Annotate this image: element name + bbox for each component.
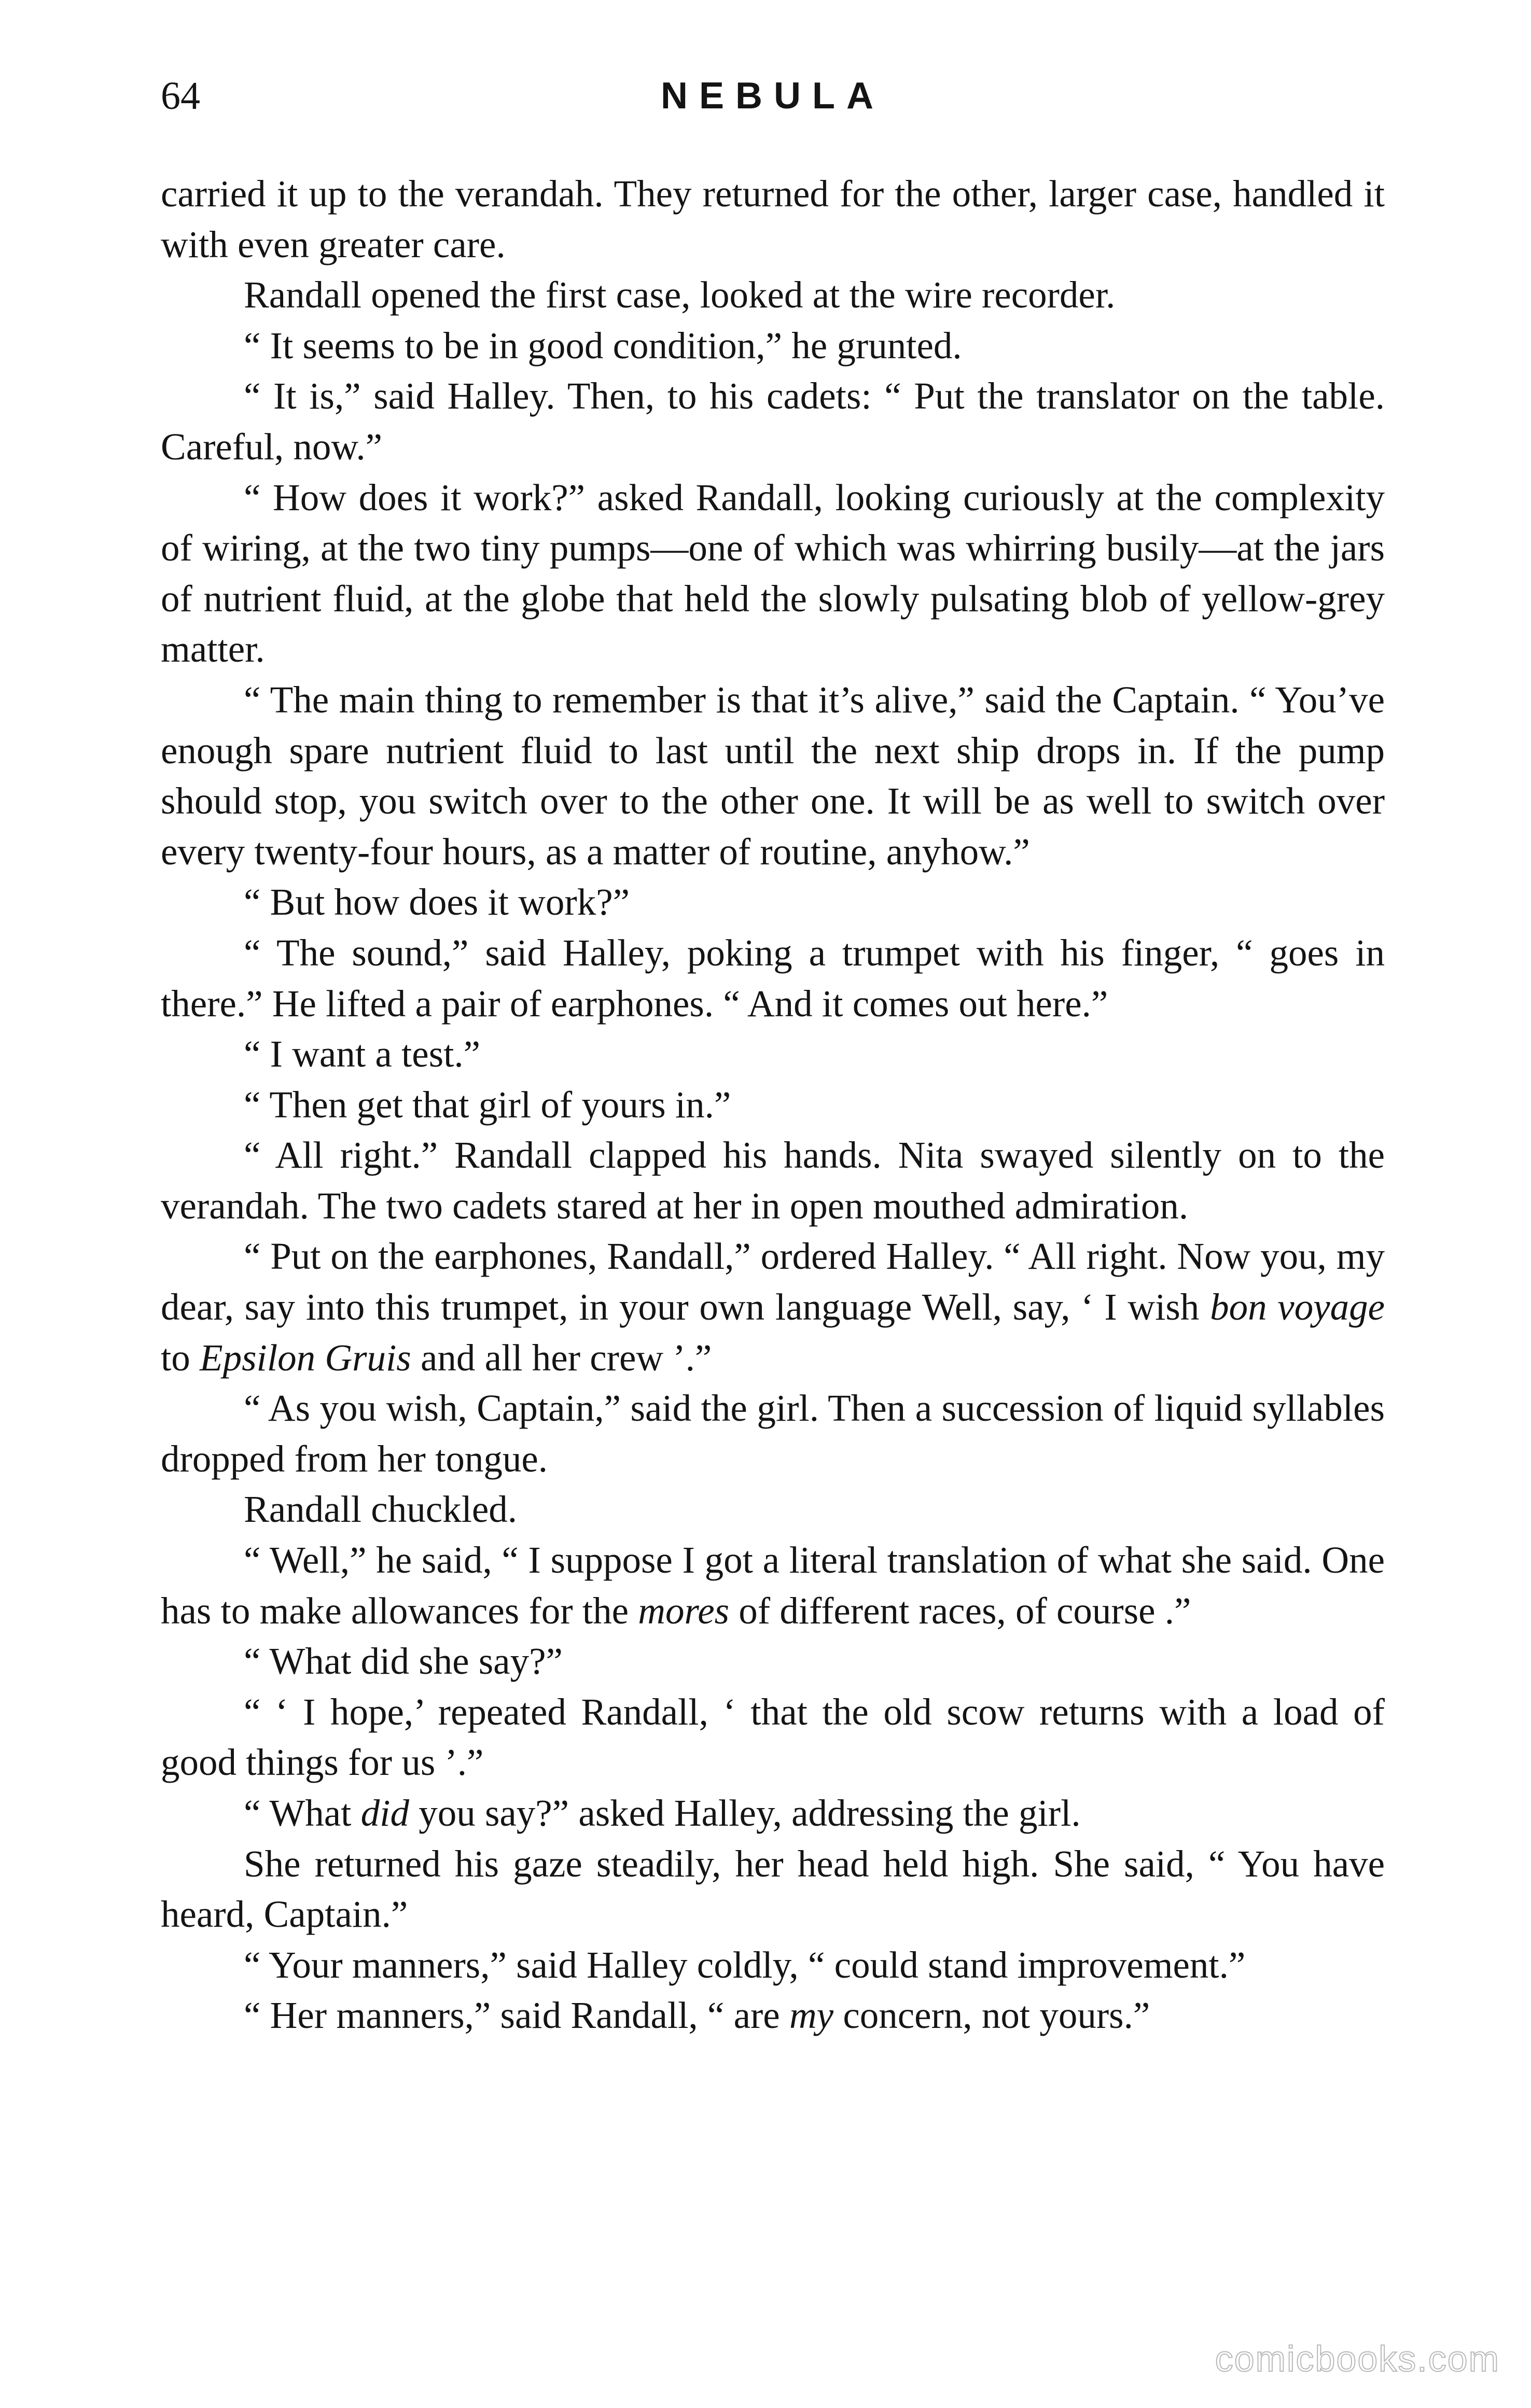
text-run: carried it up to the verandah. They returned for the other, larger case, handled it with even greater care. (161, 173, 1385, 265)
paragraph (161, 472, 1385, 675)
paragraph (161, 1990, 1385, 2041)
paragraph (161, 270, 1385, 320)
text-run: “ It seems to be in good condition,” he grunted. (244, 324, 962, 367)
text-run: “ Well,” he said, “ I suppose I got a literal translation of what she said. One has to make allowances for the (161, 1539, 1385, 1632)
paragraph (161, 1535, 1385, 1636)
text-run: “ What (244, 1792, 361, 1834)
text-run: Randall opened the first case, looked at the wire recorder. (244, 274, 1116, 316)
paragraph (161, 1130, 1385, 1231)
text-run: “ Your manners,” said Halley coldly, “ could stand improvement.” (244, 1943, 1246, 1986)
text-run: of different races, of course .” (729, 1589, 1191, 1632)
text-run: “ Put on the earphones, Randall,” ordered Halley. “ All right. Now you, my dear, say into this trumpet, in your own language Well, say, ‘ I wish (161, 1235, 1385, 1328)
watermark: comicbooks.com (1215, 2339, 1500, 2379)
italic-text: did (360, 1792, 409, 1834)
paragraph (161, 1788, 1385, 1839)
running-title: NEBULA (661, 75, 885, 117)
italic-text: Epsilon Gruis (200, 1336, 411, 1379)
paragraph (161, 169, 1385, 270)
paragraph (161, 1839, 1385, 1940)
text-run: “ ‘ I hope,’ repeated Randall, ‘ that the old scow returns with a load of good things for us ’.” (161, 1690, 1385, 1784)
text-run: She returned his gaze steadily, her head held high. She said, “ You have heard, Captain.” (161, 1842, 1385, 1936)
text-run: “ I want a test.” (244, 1033, 481, 1075)
text-run: concern, not yours.” (833, 1994, 1150, 2037)
text-run: “ What did she say?” (244, 1640, 563, 1683)
text-run: “ As you wish, Captain,” said the girl. Then a succession of liquid syllables dropped from her tongue. (161, 1387, 1385, 1480)
italic-text: bon voyage (1210, 1286, 1385, 1328)
text-run: Randall chuckled. (244, 1488, 518, 1531)
paragraph (161, 320, 1385, 371)
text-run: “ But how does it work?” (244, 881, 630, 923)
italic-text: my (789, 1994, 834, 2037)
text-run: “ It is,” said Halley. Then, to his cadets: “ Put the translator on the table. Careful, now.” (161, 375, 1385, 468)
paragraph (161, 1080, 1385, 1130)
body-text (161, 169, 1385, 2041)
text-run: “ The main thing to remember is that it’s alive,” said the Captain. “ You’ve enough spare nutrient fluid to last until the next ship drops in. If the pump should stop, you switch over to the other one. It will be as well to switch over every twenty-four hours, as a matter of routine, anyhow.” (161, 678, 1385, 873)
paragraph (161, 371, 1385, 472)
paragraph (161, 928, 1385, 1029)
text-run: “ Then get that girl of yours in.” (244, 1083, 731, 1126)
paragraph (161, 675, 1385, 877)
paragraph (161, 1687, 1385, 1788)
paragraph (161, 1383, 1385, 1484)
paragraph (161, 1029, 1385, 1080)
text-run: “ Her manners,” said Randall, “ are (244, 1994, 789, 2037)
text-run: and all her crew ’.” (411, 1336, 712, 1379)
text-run: to (161, 1336, 200, 1379)
text-run: you say?” asked Halley, addressing the girl. (409, 1792, 1081, 1834)
page-number: 64 (161, 74, 200, 118)
paragraph (161, 877, 1385, 928)
text-run: “ The sound,” said Halley, poking a trumpet with his finger, “ goes in there.” He lifted a pair of earphones. “ And it comes out here.” (161, 931, 1385, 1025)
italic-text: mores (638, 1589, 730, 1632)
text-run: “ How does it work?” asked Randall, looking curiously at the complexity of wiring, at the two tiny pumps—one of which was whirring busily—at the jars of nutrient fluid, at the globe that held the slowly pulsating blob of yellow-grey matter. (161, 476, 1385, 670)
paragraph (161, 1231, 1385, 1383)
text-run: “ All right.” Randall clapped his hands. Nita swayed silently on to the verandah. The two cadets stared at her in open mouthed admiration. (161, 1134, 1385, 1227)
page-header (161, 67, 1385, 124)
paragraph (161, 1636, 1385, 1687)
paragraph (161, 1940, 1385, 1991)
paragraph (161, 1484, 1385, 1535)
